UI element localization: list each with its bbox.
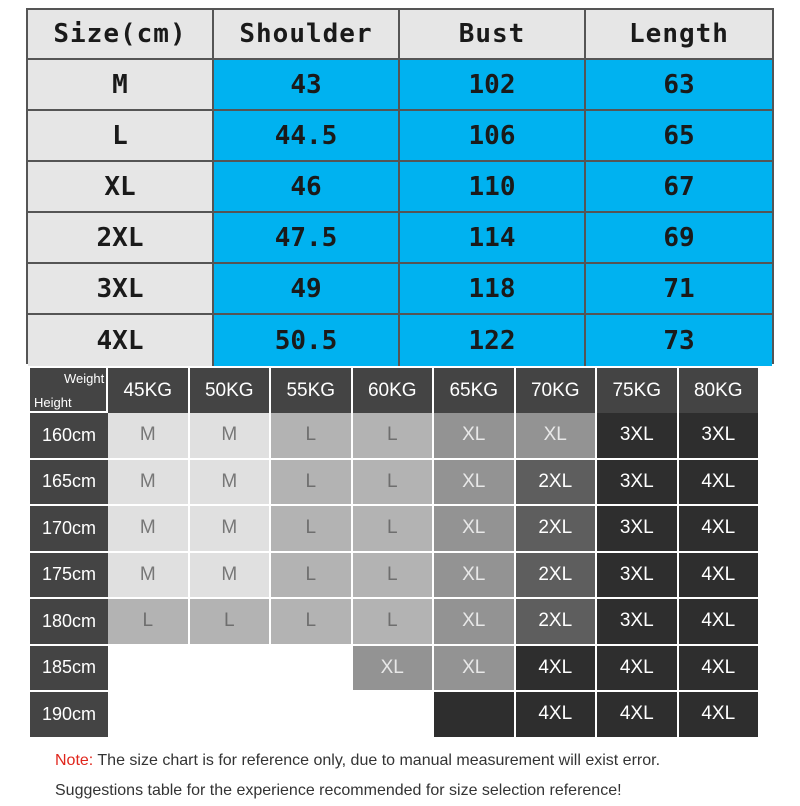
- size-recommendation-cell: 4XL: [679, 692, 761, 739]
- size-recommendation-cell: 2XL: [516, 599, 598, 646]
- measurement-shoulder: 46: [214, 162, 400, 213]
- size-recommendation-cell: XL: [434, 413, 516, 460]
- measurement-length: 67: [586, 162, 772, 213]
- size-recommendation-cell: L: [353, 460, 435, 507]
- table-header-size: Size(cm): [28, 10, 214, 60]
- size-recommendation-cell: 2XL: [516, 460, 598, 507]
- size-recommendation-cell: M: [108, 506, 190, 553]
- corner-weight-label: Weight: [64, 371, 105, 386]
- measurement-shoulder: 47.5: [214, 213, 400, 264]
- size-recommendation-cell: XL: [434, 460, 516, 507]
- size-recommendation-cell: 4XL: [679, 553, 761, 600]
- size-recommendation-cell: L: [353, 599, 435, 646]
- size-recommendation-cell: 4XL: [679, 646, 761, 693]
- height-row-header: 160cm: [30, 413, 108, 460]
- size-recommendation-cell: [190, 646, 272, 693]
- size-label: M: [28, 60, 214, 111]
- size-label: L: [28, 111, 214, 162]
- grid-corner-header: [30, 368, 108, 413]
- size-recommendation-cell: L: [108, 599, 190, 646]
- measurement-bust: 106: [400, 111, 586, 162]
- note-label: Note:: [55, 752, 94, 769]
- size-note: [55, 746, 775, 806]
- size-measurement-table: [26, 8, 774, 364]
- measurement-length: 73: [586, 315, 772, 366]
- size-recommendation-cell: XL: [434, 506, 516, 553]
- size-recommendation-cell: [108, 646, 190, 693]
- size-recommendation-cell: [271, 646, 353, 693]
- weight-column-header: 80KG: [679, 368, 761, 413]
- measurement-length: 63: [586, 60, 772, 111]
- size-recommendation-cell: L: [190, 599, 272, 646]
- size-recommendation-cell: 4XL: [679, 460, 761, 507]
- measurement-length: 71: [586, 264, 772, 315]
- size-recommendation-cell: 4XL: [679, 506, 761, 553]
- weight-column-header: 75KG: [597, 368, 679, 413]
- note-text-1: The size chart is for reference only, due to manual measurement will exist error.: [93, 752, 661, 769]
- size-recommendation-cell: M: [108, 413, 190, 460]
- height-row-header: 170cm: [30, 506, 108, 553]
- measurement-shoulder: 49: [214, 264, 400, 315]
- size-recommendation-cell: L: [353, 413, 435, 460]
- size-recommendation-cell: M: [190, 506, 272, 553]
- weight-column-header: 65KG: [434, 368, 516, 413]
- height-row-header: 185cm: [30, 646, 108, 693]
- measurement-bust: 102: [400, 60, 586, 111]
- size-recommendation-cell: [108, 692, 190, 739]
- measurement-shoulder: 43: [214, 60, 400, 111]
- measurement-bust: 110: [400, 162, 586, 213]
- weight-column-header: 70KG: [516, 368, 598, 413]
- measurement-shoulder: 44.5: [214, 111, 400, 162]
- weight-column-header: 45KG: [108, 368, 190, 413]
- size-recommendation-cell: [353, 692, 435, 739]
- note-line-2: Suggestions table for the experience recommended for size selection reference!: [55, 782, 622, 799]
- table-header-shoulder: Shoulder: [214, 10, 400, 60]
- size-recommendation-cell: XL: [434, 646, 516, 693]
- size-label: 3XL: [28, 264, 214, 315]
- table-header-bust: Bust: [400, 10, 586, 60]
- measurement-bust: 114: [400, 213, 586, 264]
- size-recommendation-cell: 3XL: [597, 460, 679, 507]
- size-recommendation-cell: 4XL: [597, 692, 679, 739]
- measurement-length: 69: [586, 213, 772, 264]
- size-recommendation-cell: [434, 692, 516, 739]
- size-recommendation-cell: 2XL: [516, 506, 598, 553]
- corner-height-label: Height: [34, 395, 72, 410]
- size-recommendation-cell: L: [353, 553, 435, 600]
- size-recommendation-cell: L: [271, 599, 353, 646]
- height-row-header: 165cm: [30, 460, 108, 507]
- size-recommendation-cell: XL: [434, 553, 516, 600]
- size-recommendation-cell: 3XL: [597, 599, 679, 646]
- size-recommendation-cell: 4XL: [597, 646, 679, 693]
- size-recommendation-cell: 3XL: [679, 413, 761, 460]
- size-recommendation-cell: [271, 692, 353, 739]
- size-recommendation-cell: L: [271, 553, 353, 600]
- note-line-1: [55, 746, 775, 776]
- table-header-length: Length: [586, 10, 772, 60]
- weight-column-header: 55KG: [271, 368, 353, 413]
- size-recommendation-cell: M: [190, 460, 272, 507]
- size-recommendation-cell: M: [108, 460, 190, 507]
- size-recommendation-cell: L: [271, 506, 353, 553]
- size-recommendation-cell: XL: [353, 646, 435, 693]
- measurement-shoulder: 50.5: [214, 315, 400, 366]
- size-recommendation-cell: 3XL: [597, 413, 679, 460]
- size-recommendation-cell: [190, 692, 272, 739]
- size-recommendation-cell: XL: [434, 599, 516, 646]
- measurement-length: 65: [586, 111, 772, 162]
- size-recommendation-cell: 4XL: [516, 646, 598, 693]
- size-recommendation-cell: L: [271, 460, 353, 507]
- weight-height-size-grid: [30, 368, 764, 738]
- height-row-header: 190cm: [30, 692, 108, 739]
- size-recommendation-cell: 3XL: [597, 506, 679, 553]
- size-label: XL: [28, 162, 214, 213]
- weight-column-header: 50KG: [190, 368, 272, 413]
- size-recommendation-cell: 3XL: [597, 553, 679, 600]
- size-recommendation-cell: L: [271, 413, 353, 460]
- size-label: 4XL: [28, 315, 214, 366]
- size-recommendation-cell: L: [353, 506, 435, 553]
- size-recommendation-cell: M: [190, 413, 272, 460]
- height-row-header: 180cm: [30, 599, 108, 646]
- weight-column-header: 60KG: [353, 368, 435, 413]
- size-recommendation-cell: 2XL: [516, 553, 598, 600]
- measurement-bust: 118: [400, 264, 586, 315]
- size-recommendation-cell: M: [190, 553, 272, 600]
- height-row-header: 175cm: [30, 553, 108, 600]
- measurement-bust: 122: [400, 315, 586, 366]
- size-recommendation-cell: 4XL: [679, 599, 761, 646]
- size-recommendation-cell: XL: [516, 413, 598, 460]
- size-label: 2XL: [28, 213, 214, 264]
- size-recommendation-cell: 4XL: [516, 692, 598, 739]
- size-recommendation-cell: M: [108, 553, 190, 600]
